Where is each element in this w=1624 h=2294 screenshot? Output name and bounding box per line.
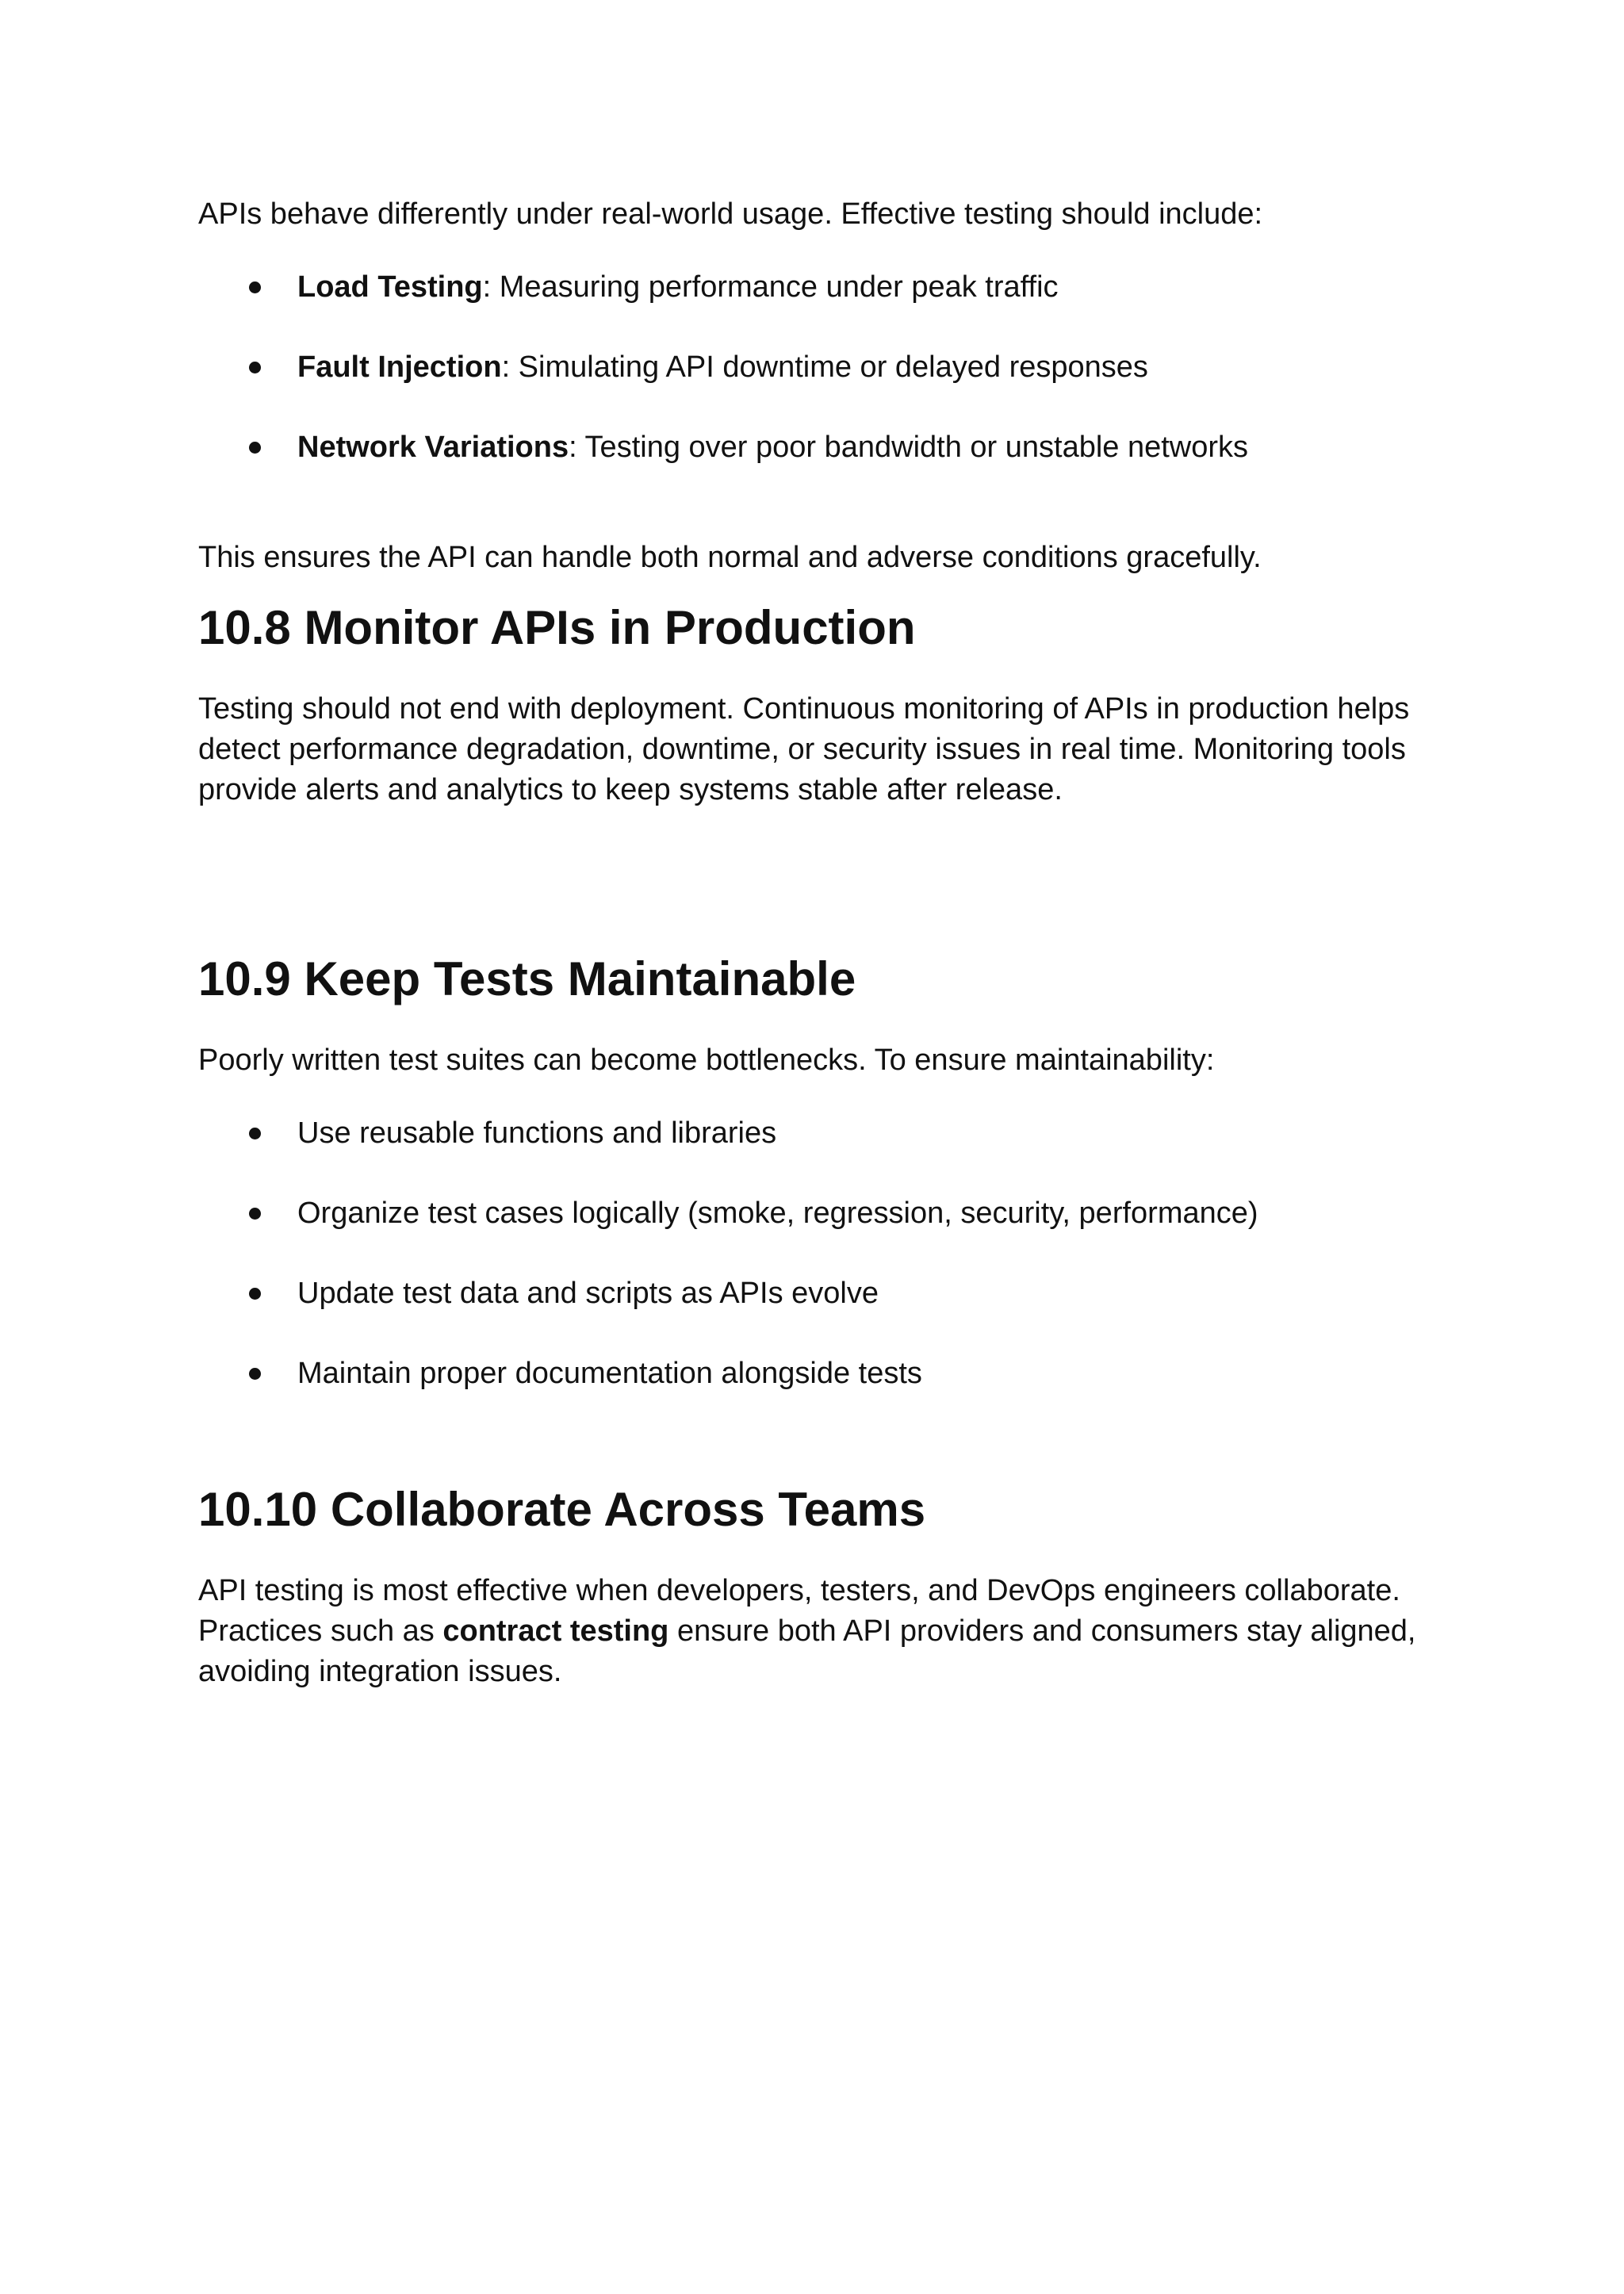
paragraph-line: detect performance degradation, downtime, or security issues in real time. Monitoring tools <box>198 733 1406 766</box>
list-item-desc: : Simulating API downtime or delayed responses <box>501 350 1148 384</box>
bullet-icon <box>249 1128 261 1139</box>
bullet-icon <box>249 1368 261 1380</box>
collaborate-paragraph <box>198 1571 1451 1692</box>
list-item-text: Organize test cases logically (smoke, regression, security, performance) <box>297 1197 1258 1230</box>
paragraph-line: provide alerts and analytics to keep systems stable after release. <box>198 773 1063 806</box>
list-item-term: Load Testing <box>297 270 483 304</box>
list-item-text: Use reusable functions and libraries <box>297 1116 777 1150</box>
paragraph-line-end: ensure both API providers and consumers stay aligned, <box>668 1614 1416 1648</box>
list-item <box>198 1193 1451 1234</box>
list-item-text: Update test data and scripts as APIs evolve <box>297 1277 879 1310</box>
maintainability-list <box>198 1113 1451 1394</box>
monitor-paragraph <box>198 689 1451 810</box>
section-heading-maintain: 10.9 Keep Tests Maintainable <box>198 952 856 1005</box>
section-heading-collaborate: 10.10 Collaborate Across Teams <box>198 1483 926 1536</box>
list-item <box>198 267 1451 308</box>
bullet-icon <box>249 362 261 373</box>
document-page <box>198 194 1451 1692</box>
list-item-desc: : Testing over poor bandwidth or unstable networks <box>569 431 1249 464</box>
list-item-text: Maintain proper documentation alongside tests <box>297 1357 922 1390</box>
bullet-icon <box>249 1288 261 1300</box>
paragraph-line: API testing is most effective when developers, testers, and DevOps engineers collaborate. <box>198 1574 1400 1607</box>
paragraph-line: Testing should not end with deployment. Continuous monitoring of APIs in production helps <box>198 692 1410 726</box>
list-item-desc: : Measuring performance under peak traffic <box>482 270 1059 304</box>
list-item <box>198 1113 1451 1154</box>
bullet-icon <box>249 281 261 293</box>
intro-paragraph: APIs behave differently under real-world usage. Effective testing should include: <box>198 197 1263 231</box>
maintain-intro: Poorly written test suites can become bottlenecks. To ensure maintainability: <box>198 1044 1215 1077</box>
paragraph-line-start: Practices such as <box>198 1614 443 1648</box>
list-item <box>198 427 1451 468</box>
bullet-icon <box>249 1208 261 1220</box>
list-item <box>198 1354 1451 1394</box>
paragraph-line: avoiding integration issues. <box>198 1655 562 1688</box>
list-item-term: Network Variations <box>297 431 569 464</box>
section-heading-monitor: 10.8 Monitor APIs in Production <box>198 601 916 654</box>
testing-types-list <box>198 267 1451 468</box>
bullet-icon <box>249 442 261 454</box>
summary-paragraph: This ensures the API can handle both normal and adverse conditions gracefully. <box>198 541 1262 574</box>
bold-term: contract testing <box>442 1614 669 1648</box>
list-item <box>198 1273 1451 1314</box>
list-item-term: Fault Injection <box>297 350 502 384</box>
list-item <box>198 347 1451 388</box>
